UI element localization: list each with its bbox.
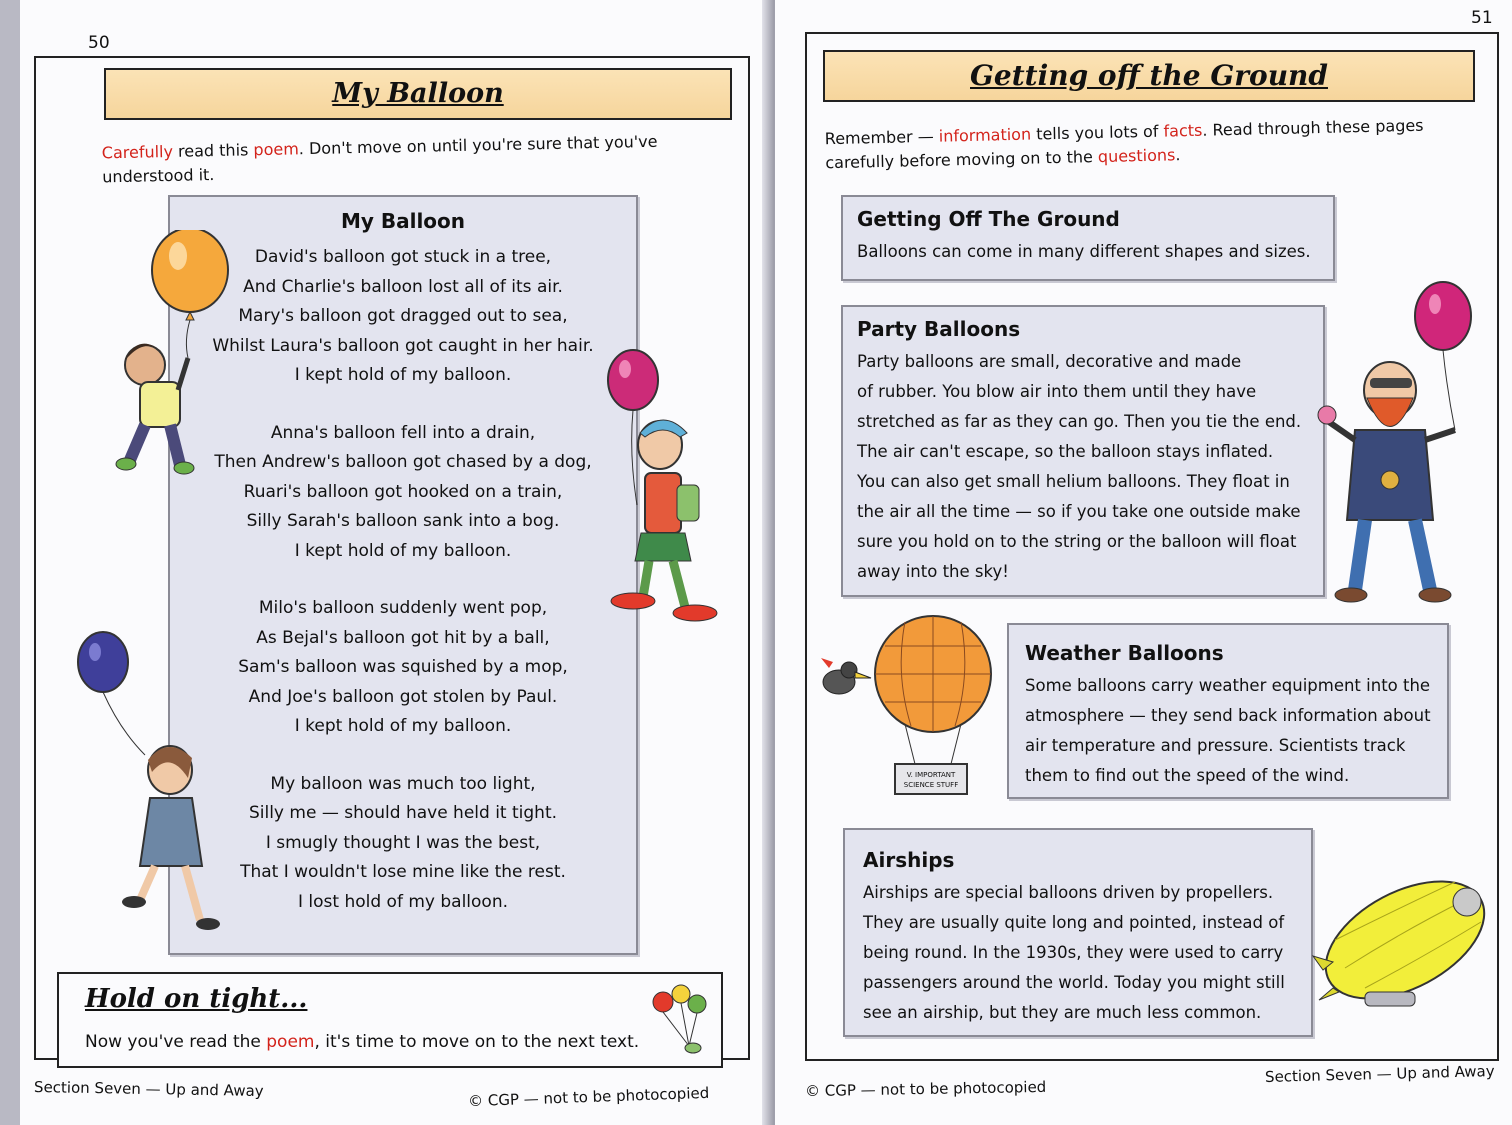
footer-copyright: © CGP — not to be photocopied: [804, 1077, 1047, 1101]
page-number: 51: [1471, 8, 1493, 28]
section-text: Party balloons are small, decorative and made of rubber. You blow air into them until they have stretched as far as they can go. Then you tie the end. The air can't escape, so the balloon stays inflated. You can also get small helium balloons. They float in the air all the time — so if you take one outside make sure you hold on to the string or the balloon will float away into the sky!: [857, 352, 1302, 581]
hold-on-tight-box: [57, 972, 723, 1068]
section-heading: Weather Balloons: [1025, 641, 1224, 665]
hot-air-balloon-icon: [815, 612, 1005, 802]
bird-icon: [821, 658, 871, 694]
boy-with-balloon-icon: [100, 230, 240, 480]
page-title: My Balloon: [104, 68, 732, 120]
balloon-icon: [152, 230, 228, 312]
left-page: [20, 0, 772, 1125]
section-getting-off: [841, 195, 1335, 281]
stanza-1: David's balloon got stuck in a tree, And Charlie's balloon lost all of its air. Mary's balloon got dragged out to sea, Whilst Laura's balloon got caught in her hair. I kept hold of my balloon.: [212, 247, 594, 385]
balloon-icon: [78, 632, 128, 692]
stanza-2: Anna's balloon fell into a drain, Then Andrew's balloon got chased by a dog, Ruari's balloon got hooked on a train, Silly Sarah's balloon sank into a bog. I kept hold of my balloon.: [214, 422, 592, 561]
basket-label: SCIENCE STUFF: [903, 781, 959, 789]
footer-copyright: © CGP — not to be photocopied: [467, 1083, 710, 1111]
section-text: Airships are special balloons driven by propellers. They are usually quite long and pointed, instead of being round. In the 1930s, they were used to carry passengers around the world. Today you might still see an airship, but they are much less common.: [863, 883, 1285, 1022]
page-number: 50: [88, 33, 110, 53]
intro-text: Carefully read this poem. Don't move on until you're sure that you've understood it.: [101, 131, 658, 187]
right-page: [775, 0, 1512, 1125]
section-heading: Party Balloons: [857, 317, 1021, 341]
girl-with-balloon-icon: [585, 345, 745, 630]
balloon-icon: [1415, 282, 1471, 350]
section-heading: Airships: [863, 848, 955, 872]
stanza-4: My balloon was much too light, Silly me — should have held it tight. I smugly thought I was the best, That I wouldn't lose mine like the rest. I lost hold of my balloon.: [240, 773, 566, 912]
balloon-icon: [608, 350, 658, 410]
section-airships: [843, 828, 1313, 1037]
footer-section: Section Seven — Up and Away: [33, 1077, 264, 1101]
basket-label: V. IMPORTANT: [906, 771, 956, 779]
footer-section: Section Seven — Up and Away: [1264, 1061, 1495, 1087]
balloons-icon: [649, 984, 715, 1056]
section-party-balloons: [841, 305, 1325, 597]
page-title: Getting off the Ground: [823, 50, 1475, 102]
section-weather-balloons: [1007, 623, 1449, 799]
hold-text: Now you've read the poem, it's time to move on to the next text.: [85, 1032, 640, 1052]
airship-icon: [1305, 870, 1495, 1030]
section-heading: Getting Off The Ground: [857, 207, 1120, 231]
section-text: Balloons can come in many different shapes and sizes.: [857, 242, 1311, 261]
stanza-3: Milo's balloon suddenly went pop, As Bejal's balloon got hit by a ball, Sam's balloon was squished by a mop, And Joe's balloon got stolen by Paul. I kept hold of my balloon.: [238, 598, 568, 736]
poem-title: My Balloon: [340, 209, 466, 233]
running-girl-with-balloon-icon: [70, 630, 230, 950]
hold-heading: Hold on tight...: [85, 984, 308, 1014]
biker-with-balloon-icon: [1315, 280, 1485, 610]
section-text: Some balloons carry weather equipment into the atmosphere — they send back information about air temperature and pressure. Scientists track them to find out the speed of the wind.: [1025, 676, 1431, 785]
intro-text: Remember — information tells you lots of facts. Read through these pages carefully before moving on to the questions.: [824, 115, 1424, 173]
